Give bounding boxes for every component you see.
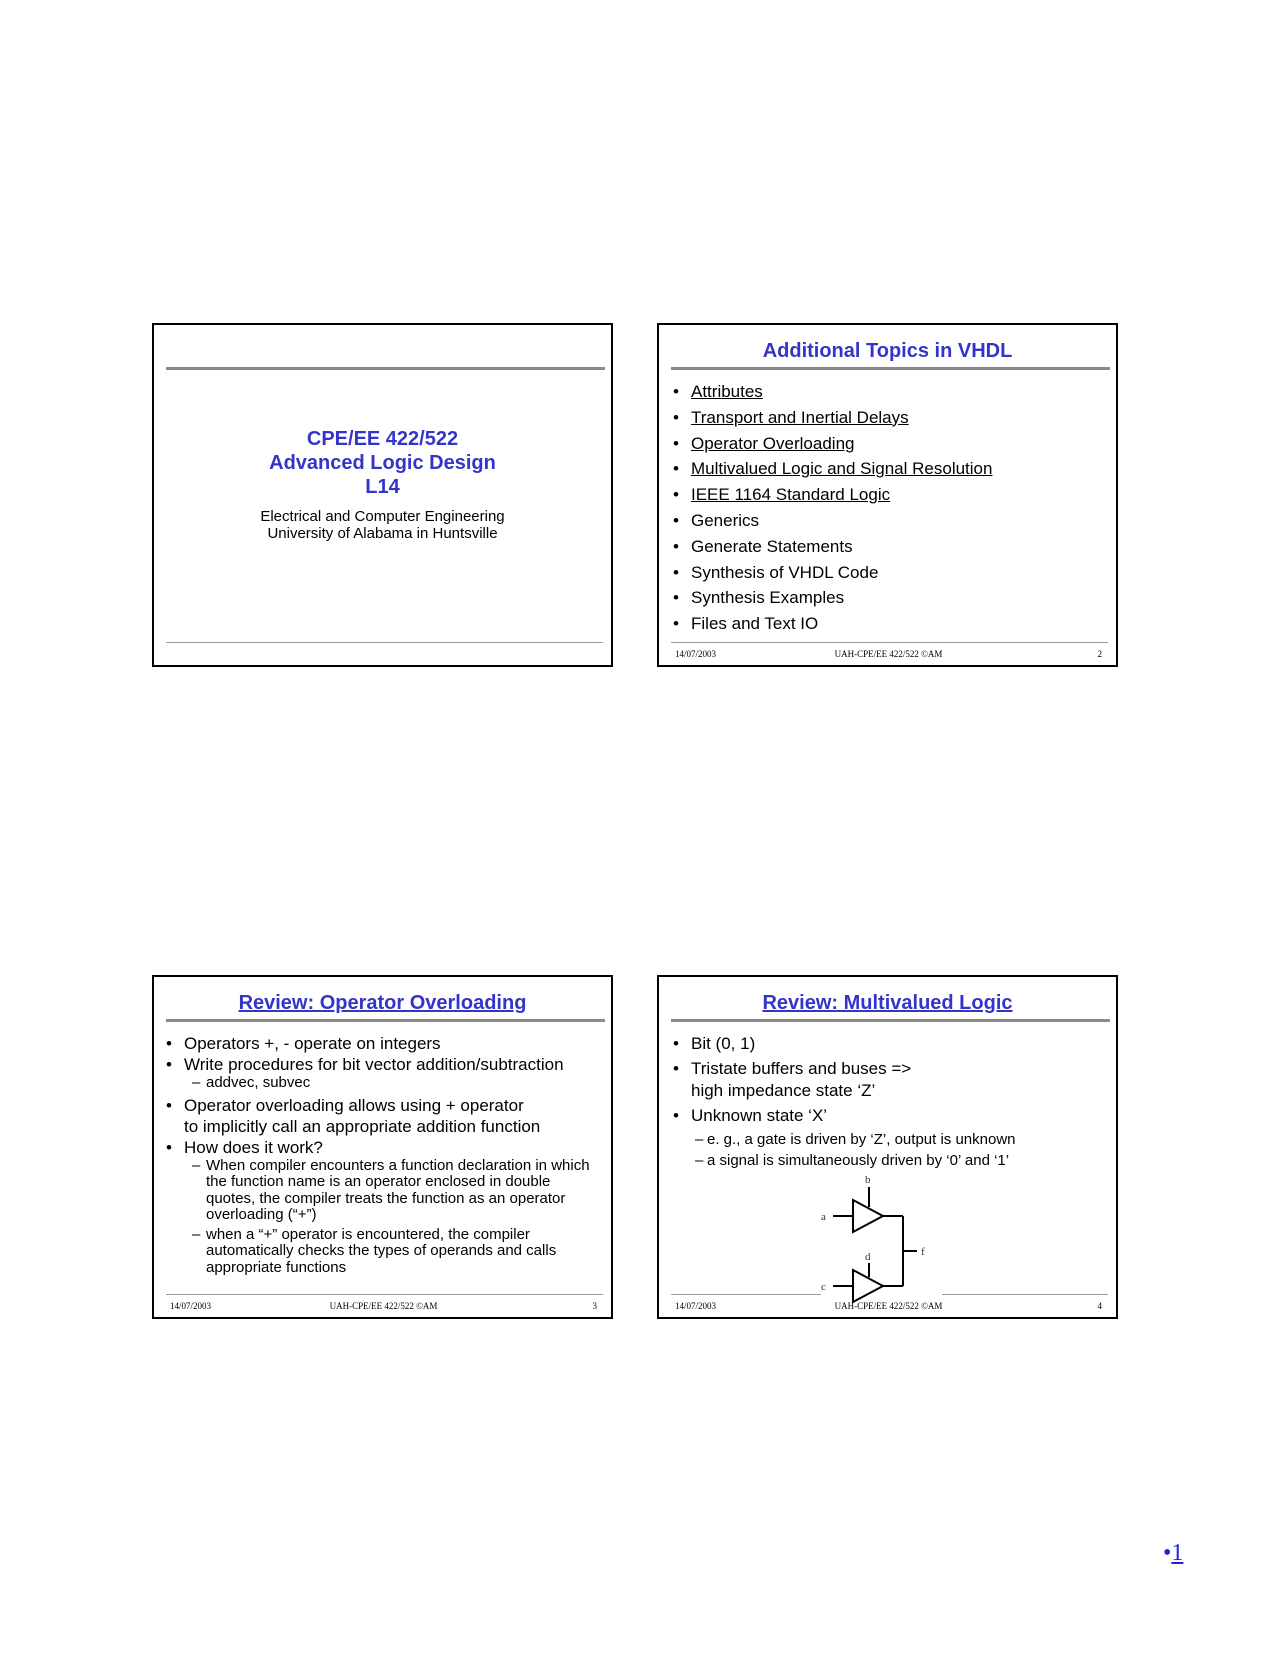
- list-item: • Operators +, - operate on integers: [166, 1034, 441, 1053]
- slide-title: Review: Operator Overloading: [238, 992, 527, 1014]
- topic-list: [671, 380, 992, 638]
- footer-course: UAH-CPE/EE 422/522 ©AM: [329, 1301, 438, 1311]
- list-item: • Bit (0, 1): [673, 1034, 756, 1053]
- footer-slide-number: 2: [1097, 649, 1102, 659]
- footer-rule-right: [942, 1294, 1108, 1295]
- label-d: d: [865, 1251, 871, 1263]
- footer-date: 14/07/2003: [170, 1301, 212, 1311]
- footer-date: 14/07/2003: [675, 649, 717, 659]
- label-b: b: [865, 1174, 871, 1186]
- list-item: • Unknown state ‘X’: [673, 1106, 828, 1125]
- list-item[interactable]: • Attributes: [673, 382, 763, 401]
- tristate-buffer-diagram: [819, 1167, 939, 1307]
- page-number-link[interactable]: 1: [1171, 1540, 1184, 1566]
- slide-title: Additional Topics in VHDL: [762, 340, 1013, 362]
- topic-link-delays[interactable]: Transport and Inertial Delays: [691, 407, 909, 427]
- footer-date: 14/07/2003: [675, 1301, 717, 1311]
- slide-3-operator-overloading: [152, 975, 613, 1319]
- title-rule: [671, 367, 1110, 370]
- list-item: • Synthesis of VHDL Code: [673, 562, 879, 582]
- footer-rule: [166, 1294, 603, 1295]
- list-item: • Generate Statements: [673, 536, 853, 556]
- footer-rule: [166, 642, 603, 643]
- bullet-list: [164, 1033, 603, 1276]
- list-item: • Operator overloading allows using + operator to implicitly call an appropriate addition function: [166, 1095, 541, 1136]
- title-rule: [166, 367, 605, 370]
- title-rule: [166, 1019, 605, 1022]
- footer-slide-number: 4: [1097, 1301, 1102, 1311]
- slide-title: Review: Multivalued Logic: [762, 992, 1013, 1014]
- list-item: • Synthesis Examples: [673, 588, 845, 608]
- title-rule: [671, 1019, 1110, 1022]
- sub-item: – e. g., a gate is driven by ‘Z’, output is unknown: [695, 1131, 1016, 1148]
- bullet-list: [671, 1033, 1108, 1171]
- sub-item: – when a “+” operator is encountered, the compiler automatically checks the types of operands and calls appropriate functions: [192, 1225, 557, 1276]
- list-item: • Generics: [673, 510, 760, 530]
- list-item: • Files and Text IO: [673, 614, 819, 634]
- slide-footer: [675, 649, 1102, 663]
- footer-slide-number: 3: [592, 1301, 597, 1311]
- label-a: a: [821, 1211, 826, 1223]
- slide-2-topics: [657, 323, 1118, 667]
- footer-rule: [671, 642, 1108, 643]
- footer-course: UAH-CPE/EE 422/522 ©AM: [834, 1301, 943, 1311]
- list-item[interactable]: • Operator Overloading: [673, 433, 855, 453]
- label-c: c: [821, 1281, 826, 1293]
- list-item[interactable]: • IEEE 1164 Standard Logic: [673, 485, 891, 505]
- slide-footer: [170, 1301, 597, 1315]
- sub-item: – addvec, subvec: [192, 1074, 311, 1091]
- list-item: • Tristate buffers and buses => high impedance state ‘Z’: [673, 1059, 912, 1100]
- footer-rule-left: [671, 1294, 821, 1295]
- sub-item: – When compiler encounters a function declaration in which the function name is an operator enclosed in double quotes, the compiler treats the function as an operator overloading (“+”): [192, 1156, 590, 1223]
- topic-link-overloading[interactable]: Operator Overloading: [691, 433, 855, 453]
- label-f: f: [921, 1246, 925, 1258]
- course-title: CPE/EE 422/522 Advanced Logic Design L14: [269, 428, 496, 498]
- sub-item: – a signal is simultaneously driven by ‘0’ and ‘1’: [695, 1152, 1010, 1169]
- topic-link-attributes[interactable]: Attributes: [691, 382, 763, 401]
- topic-link-multivalued[interactable]: Multivalued Logic and Signal Resolution: [691, 459, 993, 479]
- topic-link-ieee1164[interactable]: IEEE 1164 Standard Logic: [691, 485, 891, 505]
- list-item[interactable]: • Transport and Inertial Delays: [673, 407, 909, 427]
- course-subtitle: Electrical and Computer Engineering University of Alabama in Huntsville: [260, 508, 505, 542]
- slide-1-title: [152, 323, 613, 667]
- slide-footer: [675, 1301, 1102, 1315]
- page-number[interactable]: •1: [1163, 1540, 1184, 1566]
- list-item: • How does it work?: [166, 1137, 323, 1157]
- footer-course: UAH-CPE/EE 422/522 ©AM: [834, 649, 943, 659]
- slide-4-multivalued-logic: [657, 975, 1118, 1319]
- list-item[interactable]: • Multivalued Logic and Signal Resolution: [673, 459, 993, 479]
- list-item: • Write procedures for bit vector addition/subtraction: [166, 1055, 564, 1074]
